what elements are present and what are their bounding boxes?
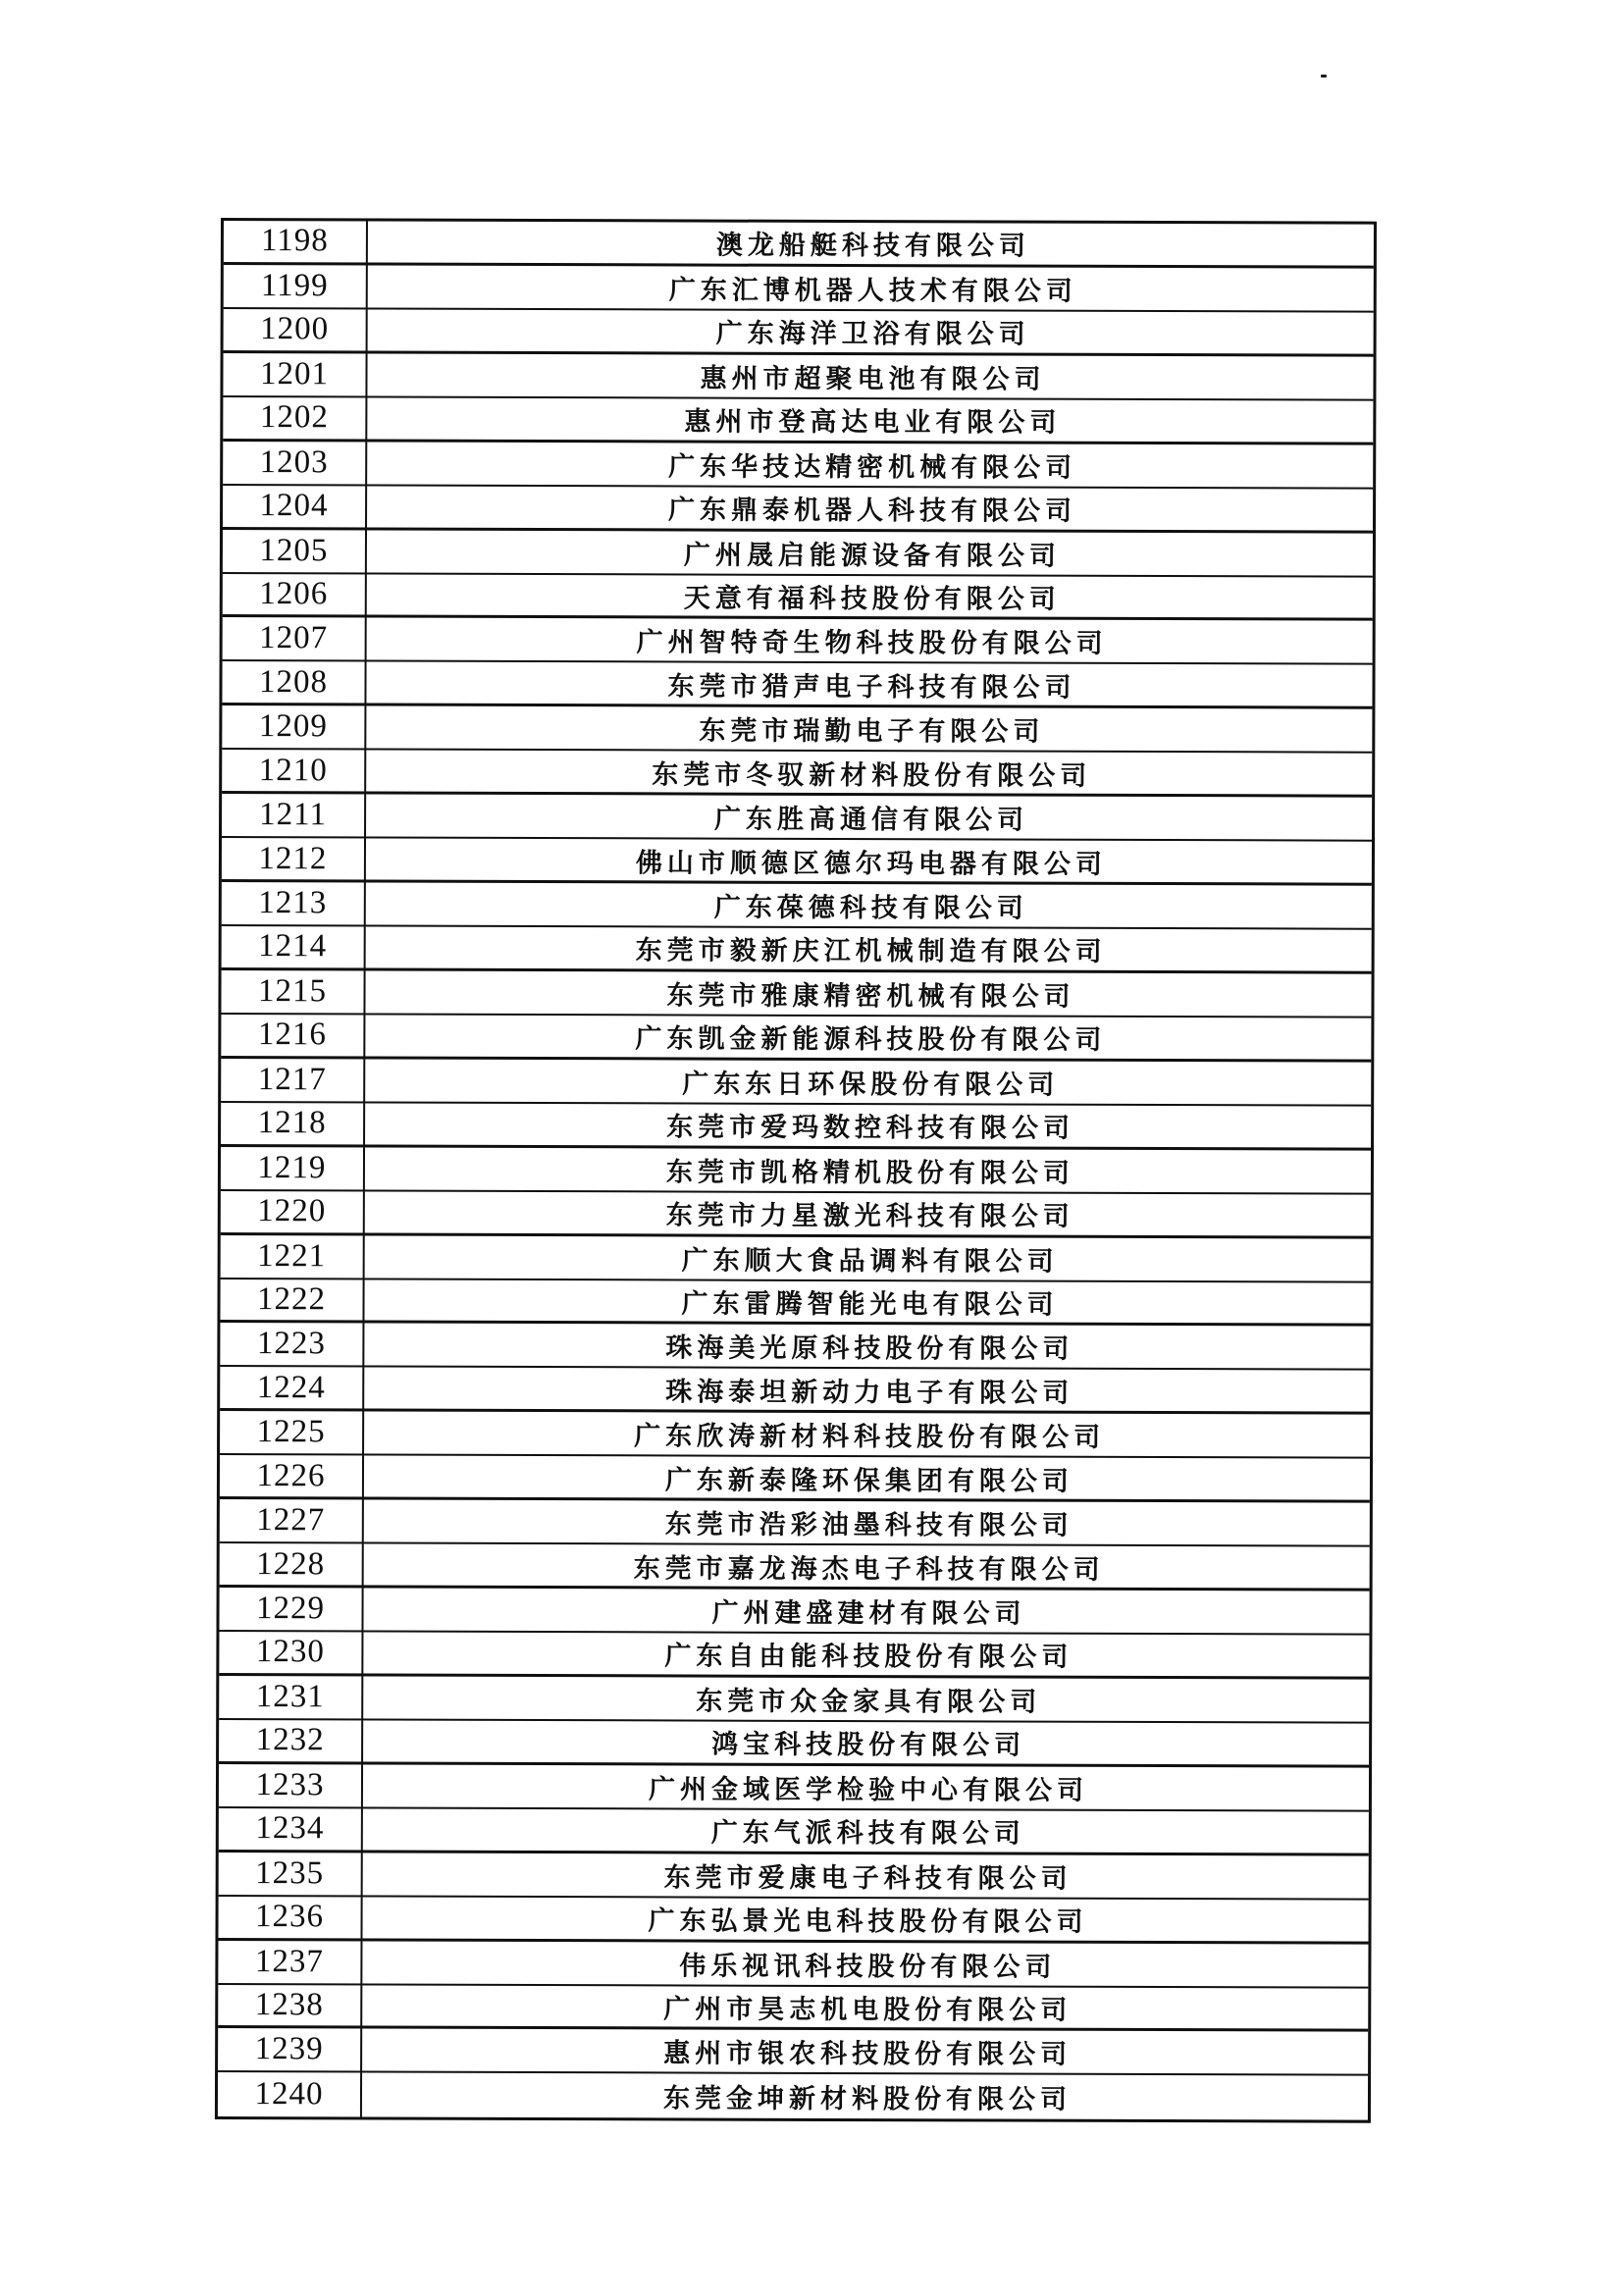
- company-list-table: [215, 218, 1377, 2123]
- company-name-cell: 广州智特奇生物科技股份有限公司: [636, 627, 1108, 659]
- row-index-cell: 1217: [221, 1059, 365, 1101]
- table-row: [220, 1499, 1370, 1547]
- table-row: [222, 794, 1372, 842]
- table-row: [219, 1632, 1369, 1680]
- company-name-cell: 广州晟启能源设备有限公司: [683, 540, 1061, 571]
- company-name-cell: 珠海美光原科技股份有限公司: [665, 1332, 1074, 1365]
- row-index-cell: 1220: [221, 1191, 365, 1232]
- company-name-cell: 广东气派科技有限公司: [710, 1817, 1025, 1849]
- table-row: [223, 574, 1373, 622]
- table-row: [218, 1985, 1368, 2033]
- company-name-cell: 伟乐视讯科技股份有限公司: [679, 1951, 1057, 1982]
- table-row: [220, 1367, 1370, 1415]
- row-index-cell: 1232: [219, 1720, 363, 1761]
- company-name-cell: 东莞金坤新材料股份有限公司: [662, 2083, 1073, 2115]
- table-row: [223, 617, 1373, 665]
- table-row: [219, 1588, 1369, 1636]
- company-name-cell: 东莞市猎声电子科技有限公司: [667, 671, 1076, 703]
- company-name-cell: 广东胜高通信有限公司: [714, 804, 1029, 835]
- row-index-cell: 1238: [218, 1985, 362, 2026]
- row-index-cell: 1230: [219, 1632, 363, 1673]
- table-row: [222, 750, 1372, 798]
- company-name-cell: 东莞市众金家具有限公司: [696, 1686, 1042, 1717]
- row-index-cell: 1219: [221, 1147, 365, 1189]
- table-row: [219, 1676, 1369, 1724]
- table-row: [221, 970, 1371, 1018]
- company-name-cell: 广东华技达精密机械有限公司: [668, 451, 1077, 483]
- row-index-cell: 1227: [220, 1499, 364, 1541]
- row-index-cell: 1226: [220, 1455, 364, 1496]
- row-index-cell: 1198: [224, 221, 368, 262]
- company-name-cell: 东莞市嘉龙海杰电子科技有限公司: [633, 1552, 1105, 1585]
- table-row: [221, 1147, 1371, 1195]
- company-name-cell: 广州金域医学检验中心有限公司: [648, 1774, 1089, 1805]
- table-row: [224, 221, 1374, 269]
- table-row: [221, 1103, 1371, 1151]
- table-row: [218, 1897, 1368, 1945]
- table-row: [220, 1455, 1370, 1503]
- company-name-cell: 东莞市力星激光科技有限公司: [665, 1200, 1074, 1231]
- company-name-cell: 广东新泰隆环保集团有限公司: [664, 1465, 1074, 1496]
- company-name-cell: 广东自由能科技股份有限公司: [664, 1641, 1073, 1673]
- row-index-cell: 1239: [218, 2028, 362, 2070]
- row-index-cell: 1216: [221, 1015, 365, 1056]
- table-row: [223, 530, 1373, 578]
- table-row: [223, 353, 1373, 401]
- row-index-cell: 1201: [223, 353, 367, 395]
- row-index-cell: 1221: [221, 1235, 365, 1278]
- row-index-cell: 1234: [219, 1808, 363, 1850]
- company-name-cell: 广州建盛建材有限公司: [711, 1597, 1026, 1629]
- table-row: [220, 1323, 1370, 1371]
- company-name-cell: 东莞市爱玛数控科技有限公司: [666, 1112, 1075, 1143]
- company-name-cell: 广东弘景光电科技股份有限公司: [648, 1905, 1088, 1937]
- company-name-cell: 澳龙船艇科技有限公司: [715, 231, 1030, 262]
- company-name-cell: 广东欣涛新材料科技股份有限公司: [634, 1421, 1106, 1453]
- table-row: [220, 1279, 1370, 1328]
- table-row: [222, 705, 1372, 754]
- table-row: [223, 442, 1373, 490]
- row-index-cell: 1225: [220, 1411, 364, 1453]
- row-index-cell: 1208: [222, 661, 366, 703]
- row-index-cell: 1200: [224, 309, 368, 350]
- table-row: [221, 1235, 1371, 1283]
- row-index-cell: 1224: [220, 1367, 364, 1408]
- company-name-cell: 广东鼎泰机器人科技有限公司: [668, 495, 1077, 526]
- row-index-cell: 1202: [223, 397, 367, 439]
- row-index-cell: 1210: [222, 750, 366, 791]
- company-name-cell: 东莞市毅新庆江机械制造有限公司: [635, 935, 1107, 967]
- row-index-cell: 1223: [220, 1323, 364, 1365]
- row-index-cell: 1222: [220, 1279, 364, 1321]
- company-name-cell: 惠州市银农科技股份有限公司: [663, 2038, 1073, 2070]
- table-row: [221, 1015, 1371, 1063]
- company-name-cell: 东莞市浩彩油墨科技有限公司: [664, 1509, 1073, 1540]
- table-row: [220, 1411, 1370, 1459]
- table-row: [223, 486, 1373, 534]
- table-row: [219, 1720, 1369, 1768]
- row-index-cell: 1218: [221, 1103, 365, 1144]
- table-row: [222, 838, 1372, 886]
- row-index-cell: 1240: [218, 2072, 362, 2116]
- company-name-cell: 佛山市顺德区德尔玛电器有限公司: [635, 847, 1107, 879]
- row-index-cell: 1213: [222, 882, 366, 924]
- company-name-cell: 广东顺大食品调料有限公司: [681, 1245, 1059, 1277]
- company-name-cell: 东莞市雅康精密机械有限公司: [666, 980, 1075, 1012]
- company-name-cell: 广东东日环保股份有限公司: [682, 1069, 1060, 1100]
- company-name-cell: 广东海洋卫浴有限公司: [715, 318, 1030, 349]
- company-name-cell: 鸿宝科技股份有限公司: [711, 1729, 1026, 1760]
- company-name-cell: 东莞市爱康电子科技有限公司: [663, 1862, 1073, 1894]
- company-name-cell: 东莞市凯格精机股份有限公司: [665, 1157, 1074, 1188]
- table-row: [218, 1941, 1368, 1989]
- row-index-cell: 1237: [218, 1941, 362, 1983]
- row-index-cell: 1211: [222, 794, 366, 836]
- table-row: [224, 265, 1374, 313]
- table-row: [222, 882, 1372, 930]
- company-name-cell: 天意有福科技股份有限公司: [683, 583, 1061, 614]
- row-index-cell: 1235: [219, 1852, 363, 1895]
- row-index-cell: 1205: [223, 530, 367, 572]
- company-name-cell: 东莞市冬驭新材料股份有限公司: [652, 759, 1092, 791]
- row-index-cell: 1215: [221, 970, 365, 1013]
- row-index-cell: 1209: [222, 705, 366, 748]
- table-row: [221, 1191, 1371, 1239]
- company-name-cell: 珠海泰坦新动力电子有限公司: [665, 1377, 1074, 1408]
- row-index-cell: 1214: [222, 926, 366, 967]
- company-name-cell: 广东凯金新能源科技股份有限公司: [635, 1023, 1107, 1056]
- row-index-cell: 1233: [219, 1764, 363, 1806]
- row-index-cell: 1228: [220, 1543, 364, 1585]
- row-index-cell: 1199: [224, 265, 368, 307]
- row-index-cell: 1204: [223, 486, 367, 527]
- table-row: [223, 397, 1373, 445]
- row-index-cell: 1229: [219, 1588, 363, 1630]
- table-row: [222, 926, 1372, 974]
- table-row: [218, 2028, 1368, 2076]
- row-index-cell: 1236: [218, 1897, 362, 1938]
- row-index-cell: 1206: [223, 574, 367, 615]
- company-name-cell: 广东汇博机器人技术有限公司: [668, 275, 1077, 306]
- company-name-cell: 广东葆德科技有限公司: [713, 892, 1028, 923]
- table-row: [221, 1059, 1371, 1107]
- table-row: [218, 2072, 1368, 2120]
- table-row: [219, 1852, 1369, 1901]
- scan-artifact-dot: [1321, 75, 1327, 78]
- table-row: [219, 1764, 1369, 1812]
- table-row: [220, 1543, 1370, 1592]
- table-row: [224, 309, 1374, 357]
- company-name-cell: 东莞市瑞勤电子有限公司: [699, 715, 1045, 747]
- company-name-cell: 广东雷腾智能光电有限公司: [681, 1288, 1059, 1320]
- company-name-cell: 惠州市登高达电业有限公司: [684, 406, 1062, 438]
- table-row: [219, 1808, 1369, 1856]
- row-index-cell: 1207: [223, 617, 367, 659]
- company-name-cell: 广州市昊志机电股份有限公司: [663, 1994, 1073, 2025]
- row-index-cell: 1212: [222, 838, 366, 879]
- company-name-cell: 惠州市超聚电池有限公司: [700, 363, 1046, 394]
- table-row: [222, 661, 1372, 709]
- row-index-cell: 1203: [223, 442, 367, 484]
- row-index-cell: 1231: [219, 1676, 363, 1718]
